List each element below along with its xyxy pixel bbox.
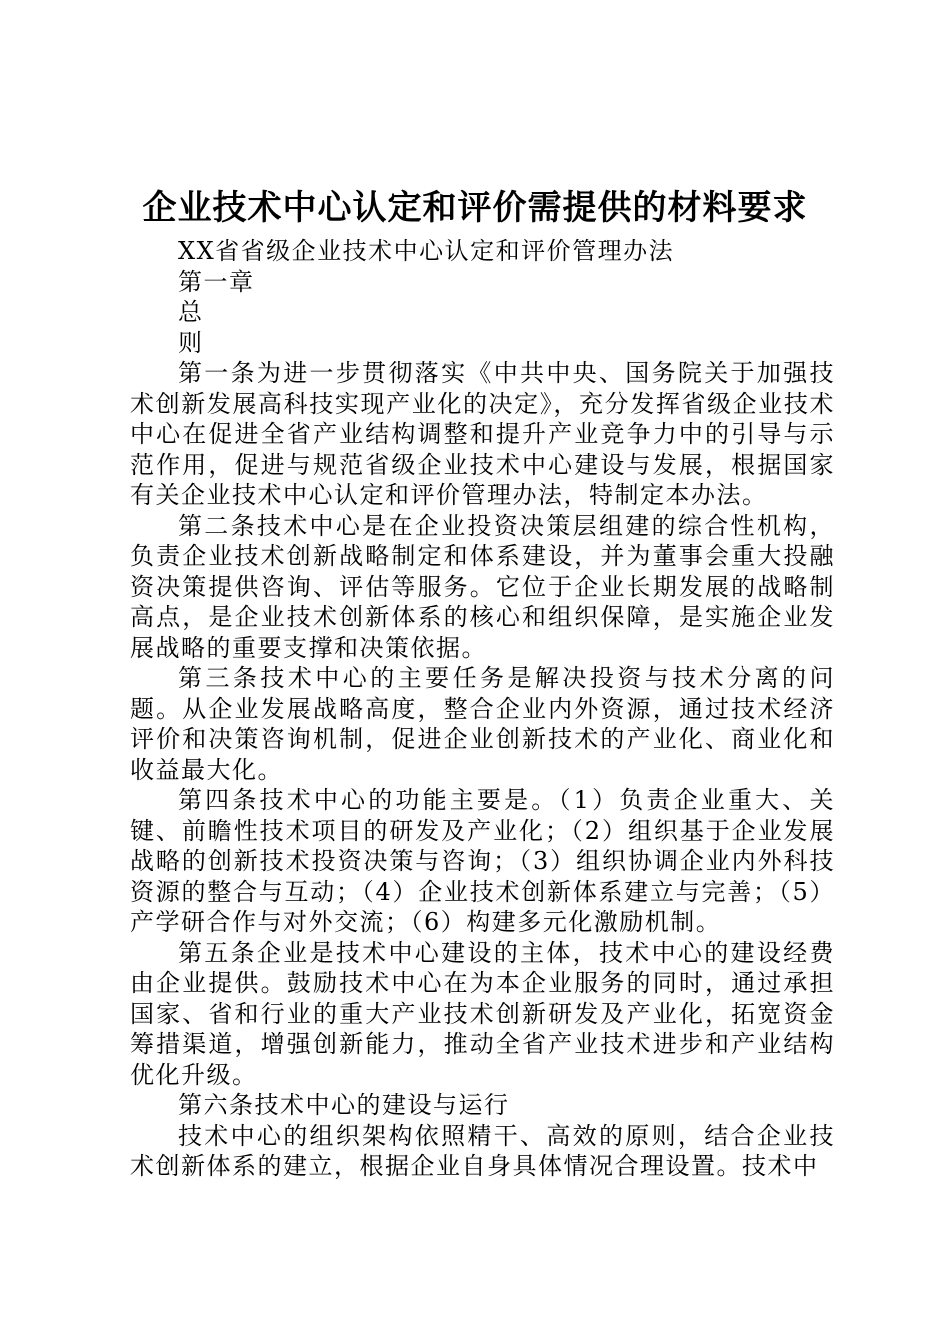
document-title: 企业技术中心认定和评价需提供的材料要求 <box>142 188 808 228</box>
chapter-title-char-1: 总 <box>178 298 204 326</box>
chapter-heading: 第一章 <box>178 267 255 296</box>
paragraph-article-4: 第四条技术中心的功能主要是。（1）负责企业重大、关键、前瞻性技术项目的研发及产业化；（2）组织基于企业发展战略的创新技术投资决策与咨询；（3）组织协调企业内外科技资源的整合与互动；（4）企业技术创新体系建立与完善；（5）产学研合作与对外交流；（6）构建多元化激励机制。 <box>130 786 835 936</box>
paragraph-article-6-body: 技术中心的组织架构依照精干、高效的原则，结合企业技术创新体系的建立，根据企业自身具体情况合理设置。技术中 <box>130 1121 835 1180</box>
paragraph-article-1: 第一条为进一步贯彻落实《中共中央、国务院关于加强技术创新发展高科技实现产业化的决定》，充分发挥省级企业技术中心在促进全省产业结构调整和提升产业竞争力中的引导与示范作用，促进与规范省级企业技术中心建设与发展，根据国家有关企业技术中心认定和评价管理办法，特制定本办法。 <box>130 359 835 509</box>
paragraph-article-2: 第二条技术中心是在企业投资决策层组建的综合性机构，负责企业技术创新战略制定和体系建设，并为董事会重大投融资决策提供咨询、评估等服务。它位于企业长期发展的战略制高点，是企业技术创新体系的核心和组织保障，是实施企业发展战略的重要支撑和决策依据。 <box>130 511 835 662</box>
chapter-title-char-2: 则 <box>178 328 204 357</box>
document-subtitle: XX省省级企业技术中心认定和评价管理办法 <box>178 237 675 265</box>
paragraph-article-5: 第五条企业是技术中心建设的主体，技术中心的建设经费由企业提供。鼓励技术中心在为本企业服务的同时，通过承担国家、省和行业的重大产业技术创新研发及产业化，拓宽资金筹措渠道，增强创新能力，推动全省产业技术进步和产业结构优化升级。 <box>130 938 835 1089</box>
document-body <box>130 236 835 1182</box>
paragraph-article-6-heading: 第六条技术中心的建设与运行 <box>178 1091 510 1119</box>
paragraph-article-3: 第三条技术中心的主要任务是解决投资与技术分离的问题。从企业发展战略高度，整合企业内外资源，通过技术经济评价和决策咨询机制，促进企业创新技术的产业化、商业化和收益最大化。 <box>130 664 835 784</box>
